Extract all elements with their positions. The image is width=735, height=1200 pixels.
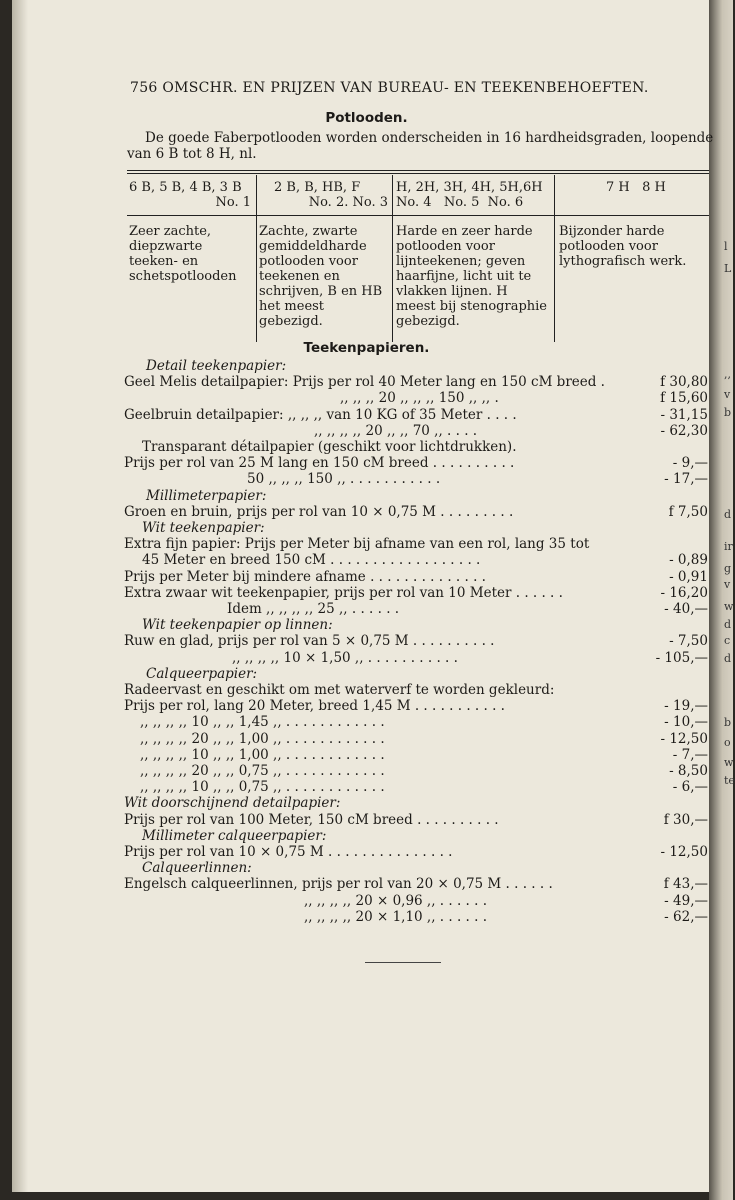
price-line-text: Prijs per rol van 100 Meter, 150 cM breed . . . . . . . . . . — [124, 812, 499, 828]
table-col-4-header — [558, 180, 706, 195]
table-col-4-grades: 7 H 8 H — [606, 180, 666, 195]
price-line-text: Engelsch calqueerlinnen, prijs per rol van 20 × 0,75 M . . . . . . — [124, 876, 553, 892]
subsection-heading: Calqueerlinnen: — [142, 860, 252, 876]
price-line-text: ,, ,, ,, ,, 10 ,, ,, 1,00 ,, . . . . . . . . . . . . — [140, 747, 385, 763]
price-value: f 7,50 — [668, 504, 708, 520]
subsection-heading: Millimeter calqueerpapier: — [142, 828, 327, 844]
margin-fragment: d — [724, 508, 732, 521]
table-col-2-description: Zachte, zwarte gemiddeldharde potlooden voor teekenen en schrijven, B en HB het meest gebezigd. — [259, 224, 383, 329]
margin-fragment: ,, — [724, 368, 731, 381]
price-line-text: ,, ,, ,, ,, 10 × 1,50 ,, . . . . . . . . . . . — [232, 650, 458, 666]
margin-fragment: o — [724, 736, 731, 749]
margin-fragment: d — [724, 618, 732, 631]
table-rule-top — [127, 170, 709, 171]
margin-fragment: v — [724, 578, 731, 591]
price-value: - 12,50 — [660, 731, 708, 747]
table-col-2-grades: 2 B, B, HB, F — [274, 180, 361, 195]
price-value: f 30,80 — [660, 374, 708, 390]
price-line-text: Extra zwaar wit teekenpapier, prijs per rol van 10 Meter . . . . . . — [124, 585, 563, 601]
price-line-text: Geelbruin detailpapier: ,, ,, ,, van 10 KG of 35 Meter . . . . — [124, 407, 517, 423]
price-value: - 7,— — [672, 747, 708, 763]
margin-fragment: b — [724, 406, 732, 419]
margin-fragment: g — [724, 562, 732, 575]
margin-fragment: d — [724, 652, 732, 665]
price-value: - 12,50 — [660, 844, 708, 860]
price-value: - 49,— — [664, 893, 708, 909]
table-col-1-description: Zeer zachte, diepzwarte teeken- en schetspotlooden — [129, 224, 237, 284]
price-value: f 15,60 — [660, 390, 708, 406]
price-line-text: Idem ,, ,, ,, ,, 25 ,, . . . . . . — [227, 601, 400, 617]
margin-fragment: l — [724, 240, 728, 253]
price-value: f 30,— — [663, 812, 708, 828]
price-value: - 62,— — [664, 909, 708, 925]
price-line-text: ,, ,, ,, ,, 20 × 0,96 ,, . . . . . . — [304, 893, 487, 909]
price-line-text: ,, ,, ,, ,, 20 ,, ,, 1,00 ,, . . . . . . . . . . . . — [140, 731, 385, 747]
price-line-text: 50 ,, ,, ,, 150 ,, . . . . . . . . . . . — [247, 471, 441, 487]
price-line-text: Radeervast en geschikt om met waterverf te worden gekleurd: — [124, 682, 555, 698]
end-rule — [365, 962, 441, 963]
price-line-text: Prijs per Meter bij mindere afname . . . . . . . . . . . . . . — [124, 569, 486, 585]
price-line-text: ,, ,, ,, 20 ,, ,, ,, 150 ,, ,, . — [340, 390, 499, 406]
price-line-text: Groen en bruin, prijs per rol van 10 × 0,75 M . . . . . . . . . — [124, 504, 514, 520]
price-value: - 105,— — [655, 650, 708, 666]
price-line-text: 45 Meter en breed 150 cM . . . . . . . . . . . . . . . . . . — [142, 552, 481, 568]
price-value: - 7,50 — [669, 633, 708, 649]
price-line-text: ,, ,, ,, ,, 10 ,, ,, 0,75 ,, . . . . . . . . . . . . — [140, 779, 385, 795]
price-value: - 8,50 — [669, 763, 708, 779]
table-col-3-description: Harde en zeer harde potlooden voor lijnteekenen; geven haarfijne, licht uit te vlakken lijnen. H meest bij stenographie gebezigd. — [396, 224, 548, 329]
price-value: - 0,91 — [669, 569, 708, 585]
price-line-text: Geel Melis detailpapier: Prijs per rol 40 Meter lang en 150 cM breed . — [124, 374, 605, 390]
price-line-text: Transparant détailpapier (geschikt voor lichtdrukken). — [142, 439, 517, 455]
price-value: - 9,— — [672, 455, 708, 471]
table-col-3-number: No. 4 No. 5 No. 6 — [396, 195, 524, 210]
subsection-heading: Detail teekenpapier: — [146, 358, 287, 374]
price-value: - 10,— — [664, 714, 708, 730]
price-value: - 19,— — [664, 698, 708, 714]
price-value: - 17,— — [664, 471, 708, 487]
price-value: - 62,30 — [660, 423, 708, 439]
margin-fragment: te — [724, 774, 735, 787]
subsection-heading: Millimeterpapier: — [146, 488, 267, 504]
subsection-heading: Calqueerpapier: — [146, 666, 258, 682]
table-col-2-header — [260, 180, 388, 210]
price-line-text: ,, ,, ,, ,, 20 × 1,10 ,, . . . . . . — [304, 909, 487, 925]
table-divider-1 — [256, 175, 257, 342]
subsection-heading: Wit doorschijnend detailpapier: — [124, 795, 341, 811]
margin-fragment: L — [724, 262, 732, 275]
price-value: - 0,89 — [669, 552, 708, 568]
table-col-2-number: No. 2. No. 3 — [308, 195, 388, 210]
table-col-3-header — [396, 180, 552, 210]
price-line-text: Prijs per rol van 25 M lang en 150 cM breed . . . . . . . . . . — [124, 455, 515, 471]
price-line-text: Ruw en glad, prijs per rol van 5 × 0,75 M . . . . . . . . . . — [124, 633, 495, 649]
margin-fragment: b — [724, 716, 732, 729]
table-rule-top-2 — [127, 173, 709, 174]
price-line-text: ,, ,, ,, ,, 20 ,, ,, 70 ,, . . . . — [314, 423, 478, 439]
margin-fragment: w — [724, 756, 734, 769]
table-col-3-grades: H, 2H, 3H, 4H, 5H,6H — [396, 180, 543, 195]
price-line-text: Prijs per rol, lang 20 Meter, breed 1,45 M . . . . . . . . . . . — [124, 698, 505, 714]
table-col-1-header — [129, 180, 251, 210]
price-value: - 40,— — [664, 601, 708, 617]
table-col-1-grades: 6 B, 5 B, 4 B, 3 B — [129, 180, 242, 195]
table-col-4-description: Bijzonder harde potlooden voor lythografisch werk. — [559, 224, 687, 269]
margin-fragment: w — [724, 600, 734, 613]
section-title-potlooden: Potlooden. — [325, 110, 408, 126]
margin-fragment: v — [724, 388, 731, 401]
intro-line-1: De goede Faberpotlooden worden onderscheiden in 16 hardheidsgraden, loopende — [145, 130, 714, 146]
price-line-text: Prijs per rol van 10 × 0,75 M . . . . . . . . . . . . . . . — [124, 844, 453, 860]
price-value: - 31,15 — [660, 407, 708, 423]
table-divider-2 — [392, 175, 393, 342]
price-line-text: ,, ,, ,, ,, 20 ,, ,, 0,75 ,, . . . . . . . . . . . . — [140, 763, 385, 779]
subsection-heading: Wit teekenpapier op linnen: — [142, 617, 333, 633]
table-divider-3 — [554, 175, 555, 342]
subsection-heading: Wit teekenpapier: — [142, 520, 265, 536]
price-value: - 16,20 — [660, 585, 708, 601]
section-title-teekenpapieren: Teekenpapieren. — [303, 340, 430, 356]
price-line-text: Extra fijn papier: Prijs per Meter bij afname van een rol, lang 35 tot — [124, 536, 590, 552]
page-gutter-shadow — [12, 0, 28, 1192]
table-rule-mid — [127, 215, 709, 216]
intro-line-2: van 6 B tot 8 H, nl. — [127, 146, 257, 162]
margin-fragment: ir — [724, 540, 733, 553]
price-line-text: ,, ,, ,, ,, 10 ,, ,, 1,45 ,, . . . . . . . . . . . . — [140, 714, 385, 730]
price-value: f 43,— — [663, 876, 708, 892]
running-header: 756 OMSCHR. EN PRIJZEN VAN BUREAU- EN TEEKENBEHOEFTEN. — [130, 80, 649, 96]
table-col-1-number: No. 1 — [215, 195, 251, 210]
price-value: - 6,— — [672, 779, 708, 795]
margin-fragment: c — [724, 634, 731, 647]
